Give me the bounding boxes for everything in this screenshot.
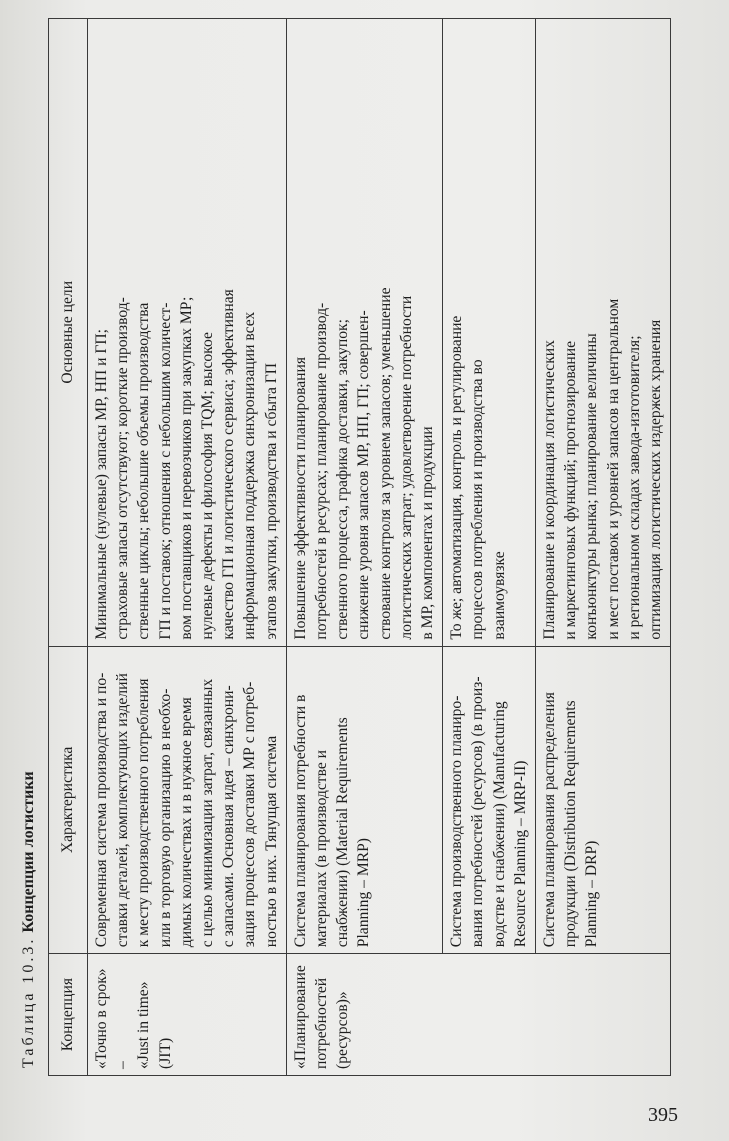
cell-characteristic: Система планирования потребности в материалах (в производстве и снабжении) (Material Requirements Planning – MRP) [286,646,442,954]
rotated-content [14,8,704,1088]
header-characteristic: Характеристика [49,646,88,954]
table-row-mrp [286,19,442,1076]
table-header-row [49,19,88,1076]
table-caption [14,771,44,1068]
header-goals: Основные цели [49,19,88,647]
concepts-table [48,18,671,1076]
cell-characteristic: Современная система производства и по- ставки деталей, комплектующих изделий к месту производственного потребления или в торговую организацию в необхо- димых количествах и в нужное время с целью минимизации затрат, связанных с запасами. Основная идея – синхрони- зация процессов доставки МР с потреб- ностью в них. Тянущая система [88,646,287,954]
cell-characteristic: Система планирования распределения продукции (Distribution Requirements Planning – DRP) [536,646,671,954]
cell-goals: То же; автоматизация, контроль и регулирование процессов потребления и производства во взаимоувязке [443,19,536,647]
caption-label: Таблица 10.3. [20,936,37,1068]
header-concept: Концепция [49,954,88,1076]
table-row-drp [536,19,671,1076]
table-row-mrp2 [443,19,536,1076]
page-number: 395 [648,1104,678,1126]
caption-title: Концепции логистики [20,771,37,933]
cell-goals: Планирование и координация логистических и маркетинговых функций; прогнозирование конъюнктуры рынка; планирование величины и мест поставок и уровней запасов на центральном и региональном складах завода-изготовителя; оптимизация логистических издержек хранения [536,19,671,647]
cell-concept: «Точно в срок» – «Just in time» (JIT) [88,954,287,1076]
cell-goals: Минимальные (нулевые) запасы МР, НП и ГП; страховые запасы отсутствуют; короткие производ- ственные циклы; небольшие объемы производства ГП и поставок; отношения с небольшим количест- вом поставщиков и перевозчиков при закупках МР; нулевые дефекты и философия TQM; высокое качество ГП и логистического сервиса; эффективная информационная поддержка синхронизации всех этапов закупки, производства и сбыта ГП [88,19,287,647]
cell-characteristic: Система производственного планиро- вания потребностей (ресурсов) (в произ- водстве и снабжении) (Manufacturing Resource Planning – MRP-II) [443,646,536,954]
cell-goals: Повышение эффективности планирования потребностей в ресурсах; планирование производ- ственного процесса, графика доставки, закупок; снижение уровня запасов МР, НП, ГП; совершен- ствование контроля за уровнем запасов; уменьшение логистических затрат; удовлетворение потребности в МР, компонентах и продукции [286,19,442,647]
table-row-jit [88,19,287,1076]
cell-concept: «Планирование потребностей (ресурсов)» [286,954,670,1076]
